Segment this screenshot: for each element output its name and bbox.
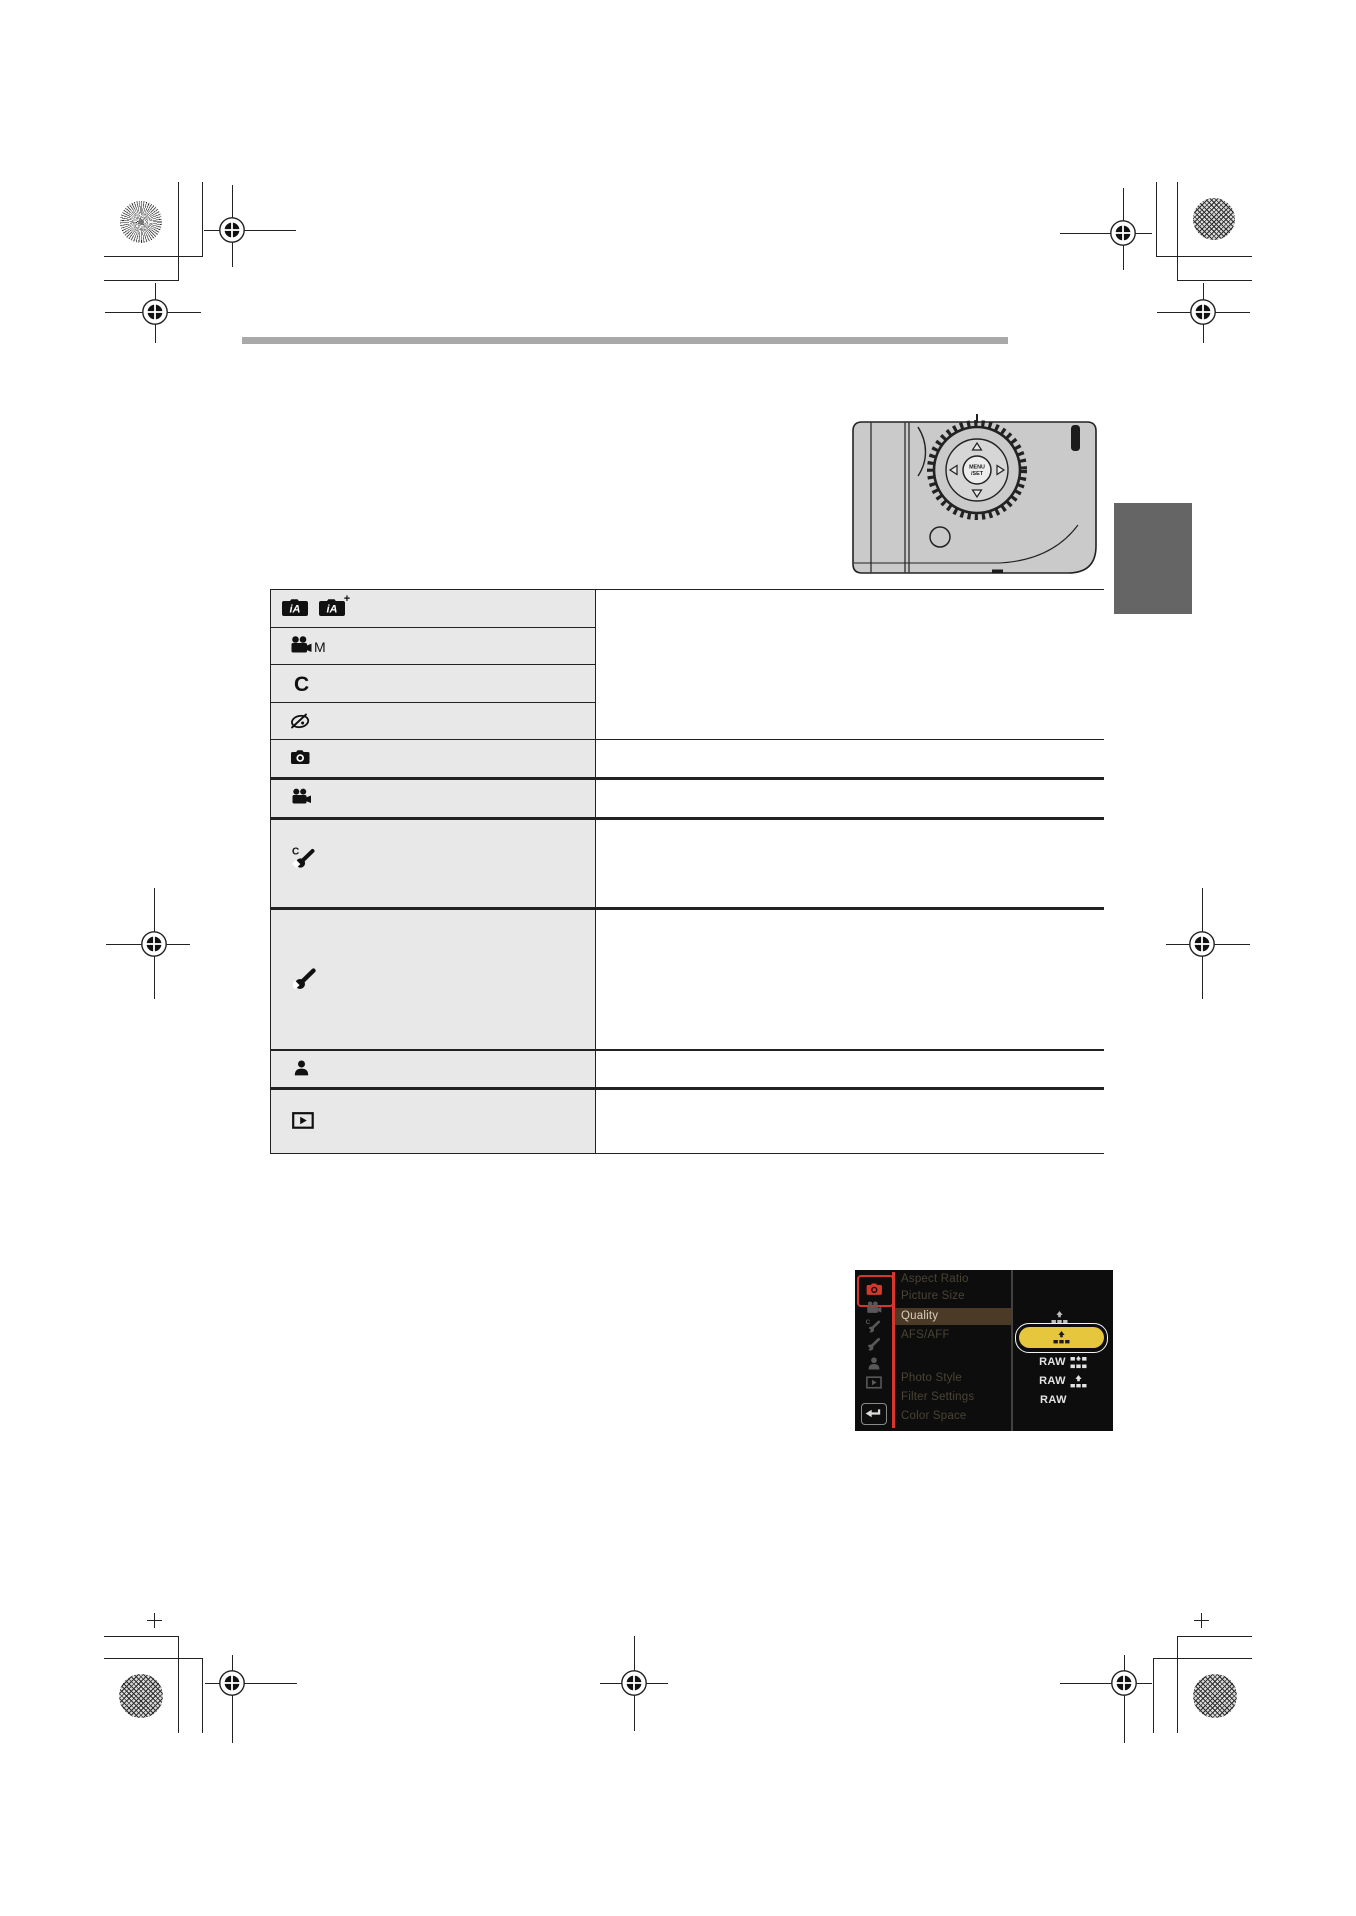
quality-raw-standard-icon xyxy=(1070,1375,1087,1388)
registration-mark-line xyxy=(1060,233,1152,234)
svg-text:iA: iA xyxy=(289,603,301,616)
crop-mark-line xyxy=(1177,182,1178,281)
color-calibration-pinwheel xyxy=(120,201,162,243)
raw-label: RAW xyxy=(1040,1394,1067,1406)
crop-mark-line xyxy=(1156,256,1252,257)
table-row xyxy=(317,593,353,623)
registration-mark xyxy=(1109,219,1137,247)
tab-rec-icon xyxy=(865,1282,884,1297)
creative-video-mode-icon xyxy=(290,635,328,655)
crop-mark-line xyxy=(178,182,179,281)
menu-item-aspect-ratio: Aspect Ratio xyxy=(901,1273,969,1285)
crop-mark-line xyxy=(104,256,203,257)
menu-set-label-line1: MENU xyxy=(969,464,985,471)
table-description-motion xyxy=(600,783,1100,813)
table-description-mymenu xyxy=(600,1055,1100,1083)
option-raw-standard xyxy=(1013,1373,1113,1389)
edge-tick-mark xyxy=(1201,1613,1202,1628)
table-description-merged-modes xyxy=(600,593,1100,735)
chapter-tab xyxy=(1114,503,1192,614)
crop-mark-line xyxy=(202,1658,203,1733)
intelligent-auto-plus-icon xyxy=(317,593,353,618)
crop-mark-line xyxy=(1177,1636,1178,1733)
color-calibration-moire xyxy=(1193,198,1235,240)
option-raw-fine xyxy=(1013,1354,1113,1370)
quality-standard-icon xyxy=(1053,1331,1070,1344)
crop-mark-line xyxy=(202,182,203,257)
camera-back-illustration xyxy=(852,413,1104,579)
menu-item-filter-settings: Filter Settings xyxy=(901,1391,975,1403)
my-menu-icon xyxy=(293,1060,310,1076)
creative-control-icon xyxy=(289,711,313,730)
crop-mark-line xyxy=(178,1636,179,1733)
color-calibration-moire xyxy=(119,1674,163,1718)
registration-mark xyxy=(218,216,246,244)
menu-item-color-space: Color Space xyxy=(901,1410,967,1422)
crop-mark-line xyxy=(1156,182,1157,257)
color-calibration-moire xyxy=(1193,1674,1237,1718)
svg-text:C: C xyxy=(292,846,300,858)
section-heading-rule xyxy=(242,337,1008,344)
setup-menu-icon xyxy=(293,967,319,991)
registration-mark xyxy=(218,1669,246,1697)
svg-text:+: + xyxy=(343,593,351,605)
tab-playback-icon xyxy=(866,1376,882,1389)
crop-mark-line xyxy=(1177,280,1252,281)
strap-lug xyxy=(1071,425,1080,451)
tab-motion-picture-icon xyxy=(866,1301,883,1314)
crop-mark-line xyxy=(1153,1658,1252,1659)
table-description-playback xyxy=(600,1094,1100,1149)
tab-setup-icon xyxy=(866,1337,882,1352)
registration-mark xyxy=(1188,930,1216,958)
option-raw xyxy=(1013,1392,1113,1408)
svg-text:iA: iA xyxy=(326,603,338,616)
registration-mark xyxy=(620,1669,648,1697)
registration-mark xyxy=(1110,1669,1138,1697)
menu-item-picture-size: Picture Size xyxy=(901,1290,965,1302)
table-description-setup xyxy=(600,913,1100,1043)
custom-menu-icon xyxy=(291,845,319,870)
menu-set-label-line2: /SET xyxy=(971,471,983,477)
registration-mark xyxy=(140,930,168,958)
raw-label: RAW xyxy=(1039,1356,1066,1368)
motion-picture-menu-icon xyxy=(291,788,313,805)
svg-text:C: C xyxy=(865,1319,871,1327)
round-button xyxy=(930,527,950,547)
camera-menu-screenshot xyxy=(855,1270,1113,1431)
playback-menu-icon xyxy=(292,1112,314,1129)
edge-tick-mark xyxy=(154,1613,155,1628)
raw-label: RAW xyxy=(1039,1375,1066,1387)
table-icon-column xyxy=(271,590,595,1153)
crop-mark-line xyxy=(1153,1658,1154,1733)
table-row xyxy=(280,598,310,623)
table-description-custom xyxy=(600,823,1100,903)
crop-mark-line xyxy=(1177,1636,1252,1637)
svg-text:C: C xyxy=(294,673,310,696)
crop-mark-line xyxy=(104,280,179,281)
svg-text:M: M xyxy=(314,639,326,655)
tab-my-menu-icon xyxy=(867,1357,881,1370)
menu-list-table xyxy=(270,589,1104,1155)
menu-item-quality: Quality xyxy=(901,1310,939,1322)
bottom-notch xyxy=(992,570,1003,574)
menu-item-photo-style: Photo Style xyxy=(901,1372,963,1384)
tab-custom-menu-icon xyxy=(865,1318,883,1334)
table-description-rec xyxy=(600,743,1100,773)
registration-mark xyxy=(141,298,169,326)
menu-item-afs-aff: AFS/AFF xyxy=(901,1329,950,1341)
custom-mode-icon xyxy=(292,670,314,696)
registration-mark xyxy=(1189,298,1217,326)
rec-menu-icon xyxy=(289,749,312,766)
return-icon xyxy=(864,1407,883,1420)
crop-mark-line xyxy=(104,1658,203,1659)
registration-mark-line xyxy=(1060,1683,1152,1684)
quality-raw-fine-icon xyxy=(1070,1356,1087,1369)
intelligent-auto-icon xyxy=(280,598,310,618)
crop-mark-line xyxy=(104,1636,179,1637)
